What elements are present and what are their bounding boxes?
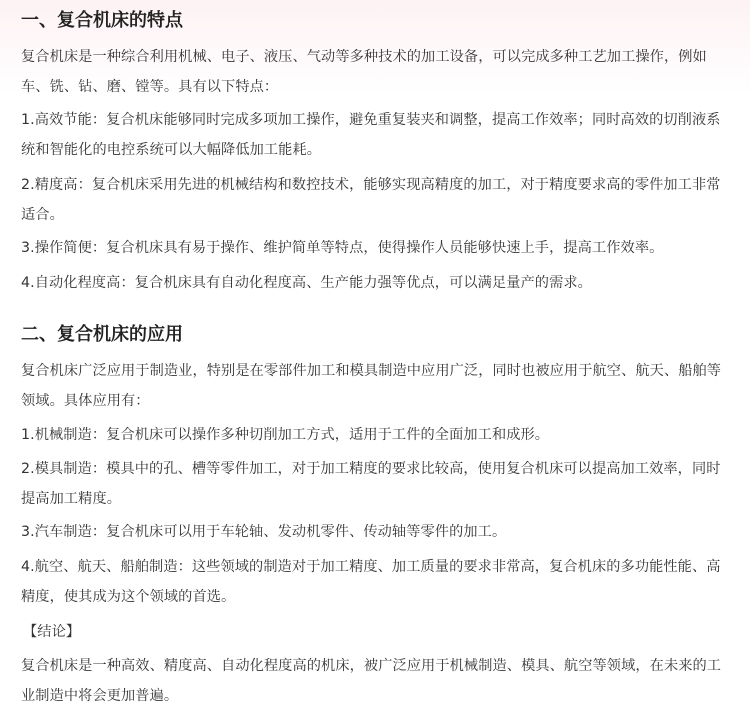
section-heading-applications: 二、复合机床的应用 bbox=[21, 324, 183, 345]
feature-item-efficiency: 1.高效节能：复合机床能够同时完成多项加工操作，避免重复装夹和调整，提高工作效率；同时高效的切削液系统和智能化的电控系统可以大幅降低加工能耗。 bbox=[21, 112, 721, 158]
feature-item-automation: 4.自动化程度高：复合机床具有自动化程度高、生产能力强等优点，可以满足量产的需求。 bbox=[21, 275, 592, 291]
section-heading-features: 一、复合机床的特点 bbox=[21, 10, 183, 31]
application-item-automotive: 3.汽车制造：复合机床可以用于车轮轴、发动机零件、传动轴等零件的加工。 bbox=[21, 524, 507, 540]
applications-intro-paragraph: 复合机床广泛应用于制造业，特别是在零部件加工和模具制造中应用广泛，同时也被应用于航空、航天、船舶等领域。具体应用有： bbox=[21, 363, 722, 409]
application-item-molds: 2.模具制造：模具中的孔、槽等零件加工，对于加工精度的要求比较高，使用复合机床可以提高加工效率，同时提高加工精度。 bbox=[21, 461, 721, 507]
application-item-aerospace: 4.航空、航天、船舶制造：这些领域的制造对于加工精度、加工质量的要求非常高，复合机床的多功能性能、高精度，使其成为这个领域的首选。 bbox=[21, 559, 721, 605]
conclusion-paragraph: 复合机床是一种高效、精度高、自动化程度高的机床，被广泛应用于机械制造、模具、航空等领域，在未来的工业制造中将会更加普遍。 bbox=[21, 658, 722, 704]
feature-item-ease-of-use: 3.操作简便：复合机床具有易于操作、维护简单等特点，使得操作人员能够快速上手，提高工作效率。 bbox=[21, 240, 664, 256]
application-item-machinery: 1.机械制造：复合机床可以操作多种切削加工方式，适用于工件的全面加工和成形。 bbox=[21, 427, 550, 443]
features-intro-paragraph: 复合机床是一种综合利用机械、电子、液压、气动等多种技术的加工设备，可以完成多种工艺加工操作，例如车、铣、钻、磨、镗等。具有以下特点： bbox=[21, 49, 707, 95]
feature-item-precision: 2.精度高：复合机床采用先进的机械结构和数控技术，能够实现高精度的加工，对于精度要求高的零件加工非常适合。 bbox=[21, 177, 721, 223]
conclusion-label: 【结论】 bbox=[23, 624, 81, 640]
